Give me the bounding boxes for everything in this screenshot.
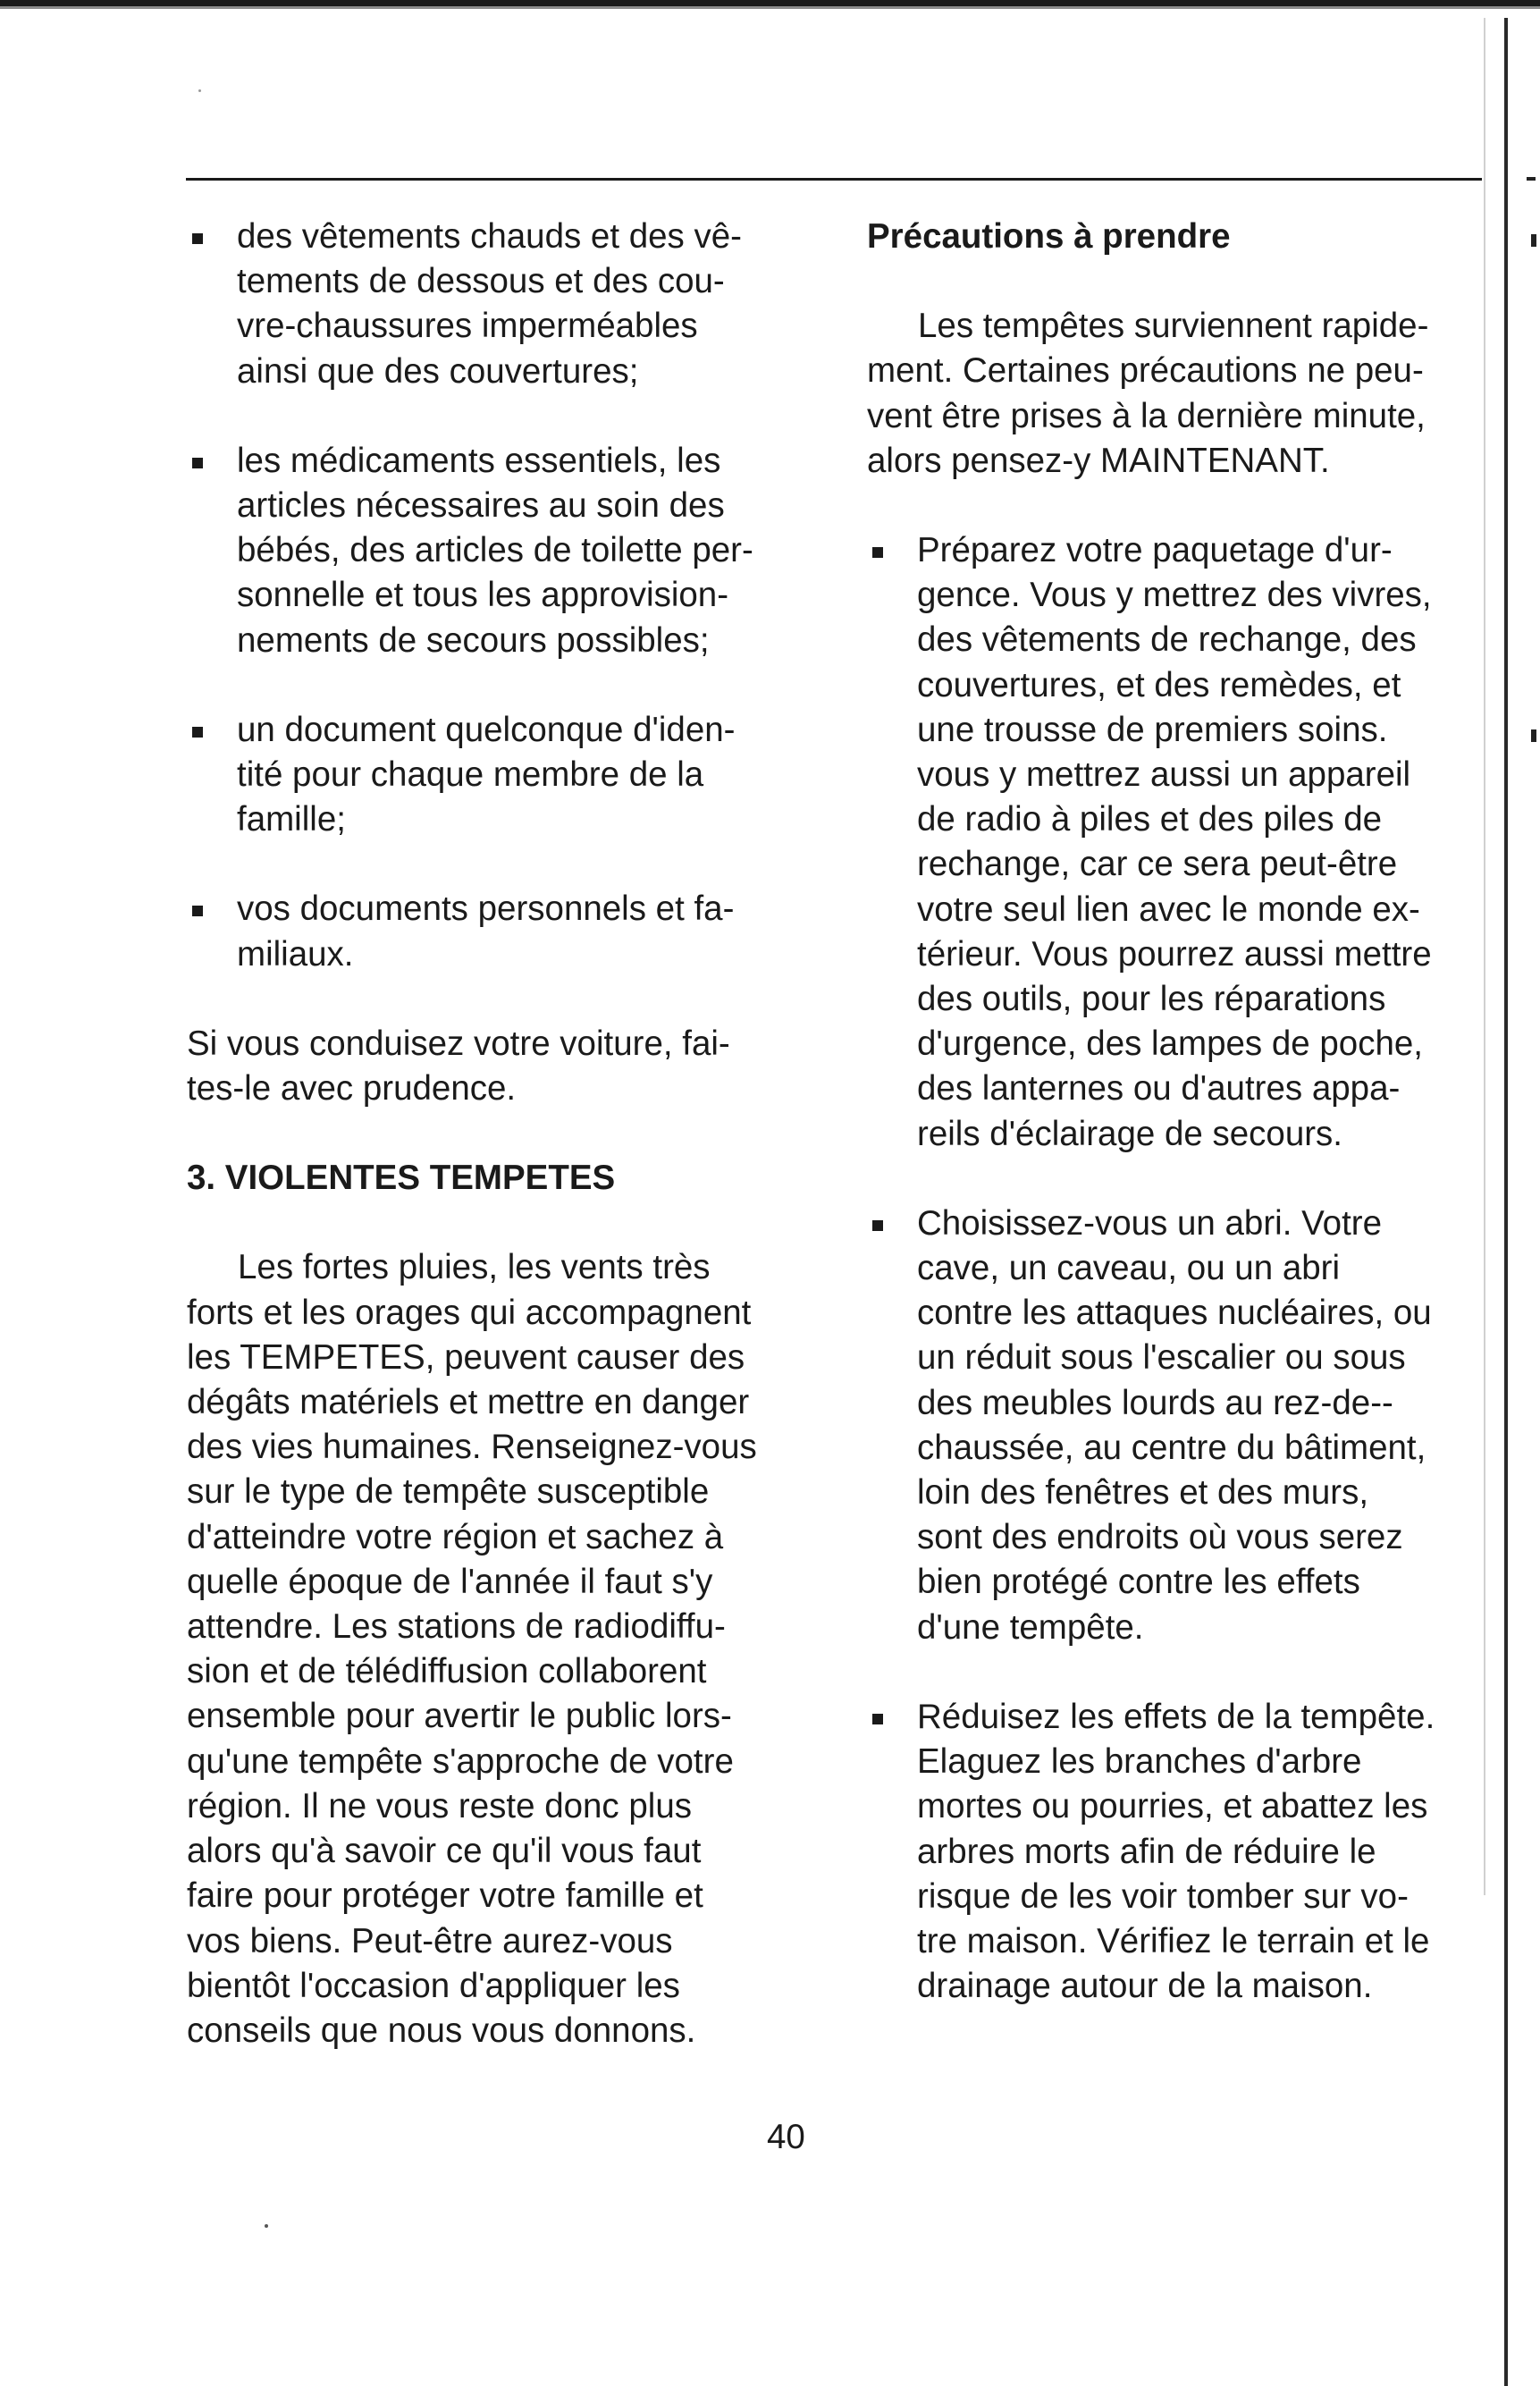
line: région. Il ne vous reste donc plus: [187, 1786, 692, 1825]
line: ment. Certaines précautions ne peu-: [867, 351, 1424, 391]
line: des lanternes ou d'autres appa-: [917, 1069, 1401, 1109]
line: Les tempêtes surviennent rapide-: [918, 307, 1429, 346]
bullet-item-warm-clothing: [187, 215, 818, 394]
line: bientôt l'occasion d'appliquer les: [187, 1966, 680, 2005]
line: nements de secours possibles;: [237, 620, 710, 660]
line: gence. Vous y mettrez des vivres,: [917, 576, 1432, 615]
scan-edge-mark: [1527, 177, 1536, 181]
page-number: 40: [767, 2118, 805, 2156]
line: un document quelconque d'iden-: [237, 710, 736, 749]
line: sont des endroits où vous serez: [917, 1518, 1403, 1557]
scan-top-border: [0, 0, 1540, 6]
bullet-item-personal-documents: [187, 887, 818, 976]
line: des vêtements de rechange, des: [917, 620, 1417, 660]
line: une trousse de premiers soins.: [917, 710, 1388, 749]
line: les TEMPETES, peuvent causer des: [187, 1337, 745, 1377]
line: vos biens. Peut-être aurez-vous: [187, 1921, 673, 1960]
line: dégâts matériels et mettre en danger: [187, 1383, 750, 1422]
line: des outils, pour les réparations: [917, 980, 1386, 1019]
scan-speck: [198, 89, 201, 92]
line: forts et les orages qui accompagnent: [187, 1293, 752, 1332]
line: un réduit sous l'escalier ou sous: [917, 1338, 1406, 1378]
line: sion et de télédiffusion collaborent: [187, 1652, 707, 1691]
line: drainage autour de la maison.: [917, 1967, 1373, 2006]
line: vre-chaussures imperméables: [237, 307, 698, 346]
line: famille;: [237, 800, 346, 839]
line: sur le type de tempête susceptible: [187, 1472, 710, 1512]
header-rule: [186, 178, 1482, 181]
line: faire pour protéger votre famille et: [187, 1876, 703, 1916]
line: tité pour chaque membre de la: [237, 755, 704, 795]
line: des vêtements chauds et des vê-: [237, 217, 742, 256]
line: tre maison. Vérifiez le terrain et le: [917, 1921, 1430, 1960]
line: chaussée, au centre du bâtiment,: [917, 1428, 1426, 1467]
line: alors pensez-y MAINTENANT.: [867, 441, 1330, 480]
line: quelle époque de l'année il faut s'y: [187, 1562, 713, 1601]
line: des meubles lourds au rez-de--: [917, 1383, 1393, 1422]
line: attendre. Les stations de radiodiffu-: [187, 1607, 726, 1647]
line: bien protégé contre les effets: [917, 1563, 1360, 1602]
line: d'atteindre votre région et sachez à: [187, 1517, 724, 1556]
line: Les fortes pluies, les vents très: [238, 1248, 711, 1287]
section-paragraph: [187, 1245, 818, 2053]
line: térieur. Vous pourrez aussi mettre: [917, 934, 1432, 974]
left-column: [187, 215, 818, 2098]
square-bullet-icon: [192, 233, 203, 244]
line: mortes ou pourries, et abattez les: [917, 1787, 1428, 1826]
line: bébés, des articles de toilette per-: [237, 531, 753, 570]
line: de radio à piles et des piles de: [917, 800, 1383, 839]
line: articles nécessaires au soin des: [237, 486, 725, 526]
line: tes-le avec prudence.: [187, 1069, 517, 1109]
section-heading: 3. VIOLENTES TEMPETES: [187, 1159, 616, 1198]
line: Si vous conduisez votre voiture, fai-: [187, 1024, 730, 1063]
precautions-intro: [867, 304, 1484, 484]
line: contre les attaques nucléaires, ou: [917, 1294, 1432, 1333]
scan-top-shadow: [0, 6, 1540, 9]
square-bullet-icon: [872, 1220, 883, 1231]
bullet-item-identity-document: [187, 708, 818, 843]
line: qu'une tempête s'approche de votre: [187, 1741, 734, 1781]
line: Choisissez-vous un abri. Votre: [917, 1203, 1382, 1243]
driving-note: [187, 1022, 818, 1111]
scan-edge-mark: [1531, 729, 1536, 742]
bullet-item-emergency-kit: [867, 528, 1484, 1157]
line: loin des fenêtres et des murs,: [917, 1473, 1369, 1513]
scan-right-edge: [1504, 18, 1508, 2386]
line: vous y mettrez aussi un appareil: [917, 755, 1411, 795]
bullet-item-shelter: [867, 1201, 1484, 1650]
square-bullet-icon: [192, 727, 203, 738]
bullet-item-reduce-effects: [867, 1695, 1484, 2009]
line: vent être prises à la dernière minute,: [867, 396, 1426, 435]
line: les médicaments essentiels, les: [237, 441, 721, 480]
line: Préparez votre paquetage d'ur-: [917, 531, 1393, 570]
line: vos documents personnels et fa-: [237, 889, 735, 929]
bullet-item-medications: [187, 439, 818, 663]
line: votre seul lien avec le monde ex-: [917, 889, 1420, 929]
line: miliaux.: [237, 934, 354, 974]
scan-edge-mark: [1531, 234, 1536, 247]
line: d'une tempête.: [917, 1607, 1144, 1647]
line: reils d'éclairage de secours.: [917, 1114, 1343, 1153]
line: risque de les voir tomber sur vo-: [917, 1876, 1409, 1916]
line: cave, un caveau, ou un abri: [917, 1249, 1341, 1288]
line: Elaguez les branches d'arbre: [917, 1742, 1362, 1782]
scan-right-shadow: [1484, 18, 1485, 1895]
line: couvertures, et des remèdes, et: [917, 665, 1401, 704]
line: conseils que nous vous donnons.: [187, 2011, 696, 2050]
line: d'urgence, des lampes de poche,: [917, 1024, 1423, 1064]
precautions-heading: Précautions à prendre: [867, 217, 1231, 256]
line: ensemble pour avertir le public lors-: [187, 1697, 732, 1736]
line: tements de dessous et des cou-: [237, 262, 725, 301]
square-bullet-icon: [192, 906, 203, 916]
line: Réduisez les effets de la tempête.: [917, 1697, 1435, 1736]
scan-speck: [265, 2224, 268, 2228]
square-bullet-icon: [192, 458, 203, 468]
line: alors qu'à savoir ce qu'il vous faut: [187, 1832, 702, 1871]
line: rechange, car ce sera peut-être: [917, 845, 1398, 884]
line: des vies humaines. Renseignez-vous: [187, 1428, 757, 1467]
line: ainsi que des couvertures;: [237, 351, 639, 391]
line: sonnelle et tous les approvision-: [237, 576, 729, 615]
line: arbres morts afin de réduire le: [917, 1832, 1376, 1871]
square-bullet-icon: [872, 1714, 883, 1724]
square-bullet-icon: [872, 547, 883, 558]
right-column: [867, 215, 1484, 2053]
